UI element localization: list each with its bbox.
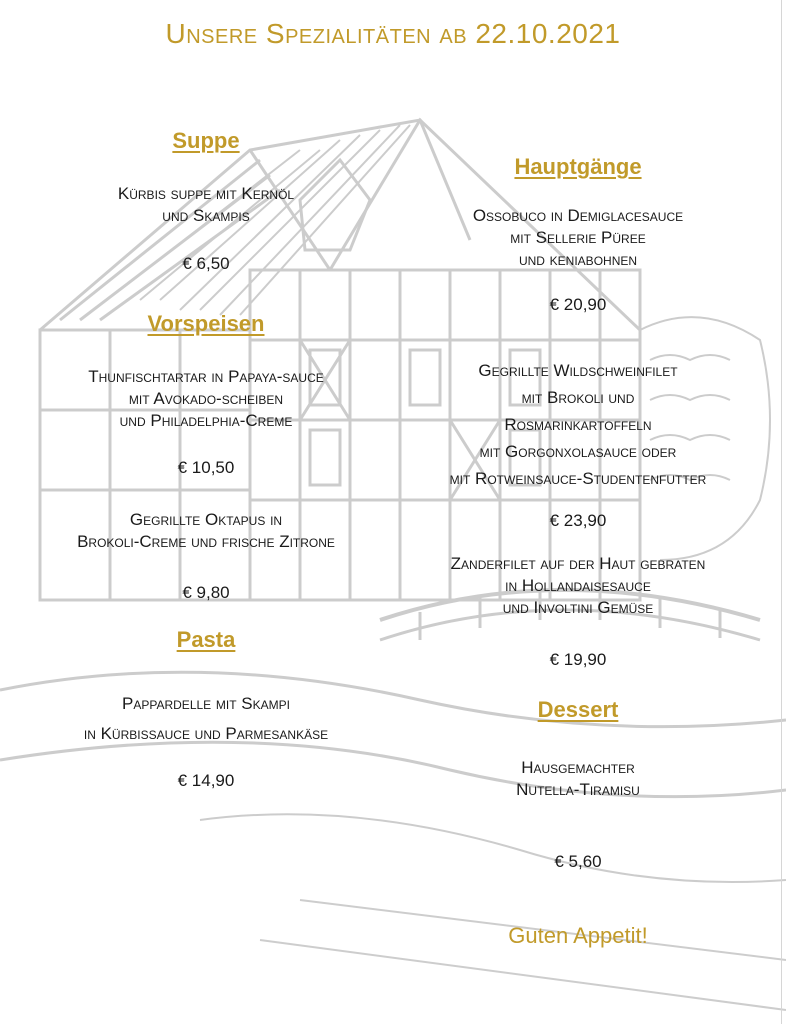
dish-line: Ossobuco in Demiglacesauce	[472, 206, 684, 225]
dish-price: € 6,50	[182, 254, 230, 273]
dish-price: € 9,80	[182, 583, 230, 602]
dish-price: € 23,90	[549, 511, 607, 530]
dish-description	[392, 757, 764, 801]
dish-line: Gegrillte Wildschweinfilet	[478, 361, 678, 380]
section-heading-pasta: Pasta	[176, 627, 236, 652]
dish-line: und Involtini Gemüse	[502, 598, 654, 617]
dish-description	[392, 357, 764, 492]
section-heading-hauptgaenge: Hauptgänge	[514, 154, 642, 179]
section-heading-dessert: Dessert	[537, 697, 619, 722]
closing-greeting: Guten Appetit!	[508, 923, 648, 948]
dish-line: mit Brokoli und	[521, 388, 635, 407]
dish-description	[20, 366, 392, 432]
dish-price: € 20,90	[549, 295, 607, 314]
dish-description	[20, 693, 392, 745]
dish-line: Brokoli-Creme und frische Zitrone	[77, 532, 335, 551]
section-heading-vorspeisen: Vorspeisen	[147, 311, 265, 336]
page-title: Unsere Spezialitäten ab 22.10.2021	[165, 18, 621, 49]
dish-description	[20, 509, 392, 553]
page-edge-line	[781, 0, 782, 1024]
dish-line: Thunfischtartar in Papaya-sauce	[88, 367, 324, 386]
dish-description	[392, 553, 764, 619]
dish-line: mit Gorgonxolasauce oder	[479, 442, 677, 461]
dish-line: Gegrillte Oktapus in	[129, 510, 283, 529]
section-heading-suppe: Suppe	[172, 128, 240, 153]
dish-line: und Philadelphia-Creme	[119, 411, 293, 430]
dish-line: Zanderfilet auf der Haut gebraten	[450, 554, 706, 573]
dish-line: Hausgemachter	[521, 758, 635, 777]
dish-price: € 10,50	[177, 458, 235, 477]
dish-line: Pappardelle mit Skampi	[122, 694, 290, 713]
dish-line: und Skampis	[162, 206, 250, 225]
dish-line: Kürbis suppe mit Kernöl	[117, 184, 295, 203]
dish-line: Nutella-Tiramisu	[516, 780, 640, 799]
dish-line: und keniabohnen	[518, 250, 638, 269]
dish-line: in Kürbissauce und Parmesankäse	[83, 724, 329, 743]
dish-line: Rosmarinkartoffeln	[504, 415, 652, 434]
dish-line: mit Sellerie Püree	[510, 228, 646, 247]
dish-description	[20, 183, 392, 227]
dish-line: in Hollandaisesauce	[505, 576, 651, 595]
dish-price: € 19,90	[549, 650, 607, 669]
dish-price: € 5,60	[554, 852, 602, 871]
dish-price: € 14,90	[177, 771, 235, 790]
dish-line: mit Avokado-scheiben	[128, 389, 284, 408]
dish-line: mit Rotweinsauce-Studentenfutter	[449, 469, 707, 488]
dish-description	[392, 205, 764, 271]
